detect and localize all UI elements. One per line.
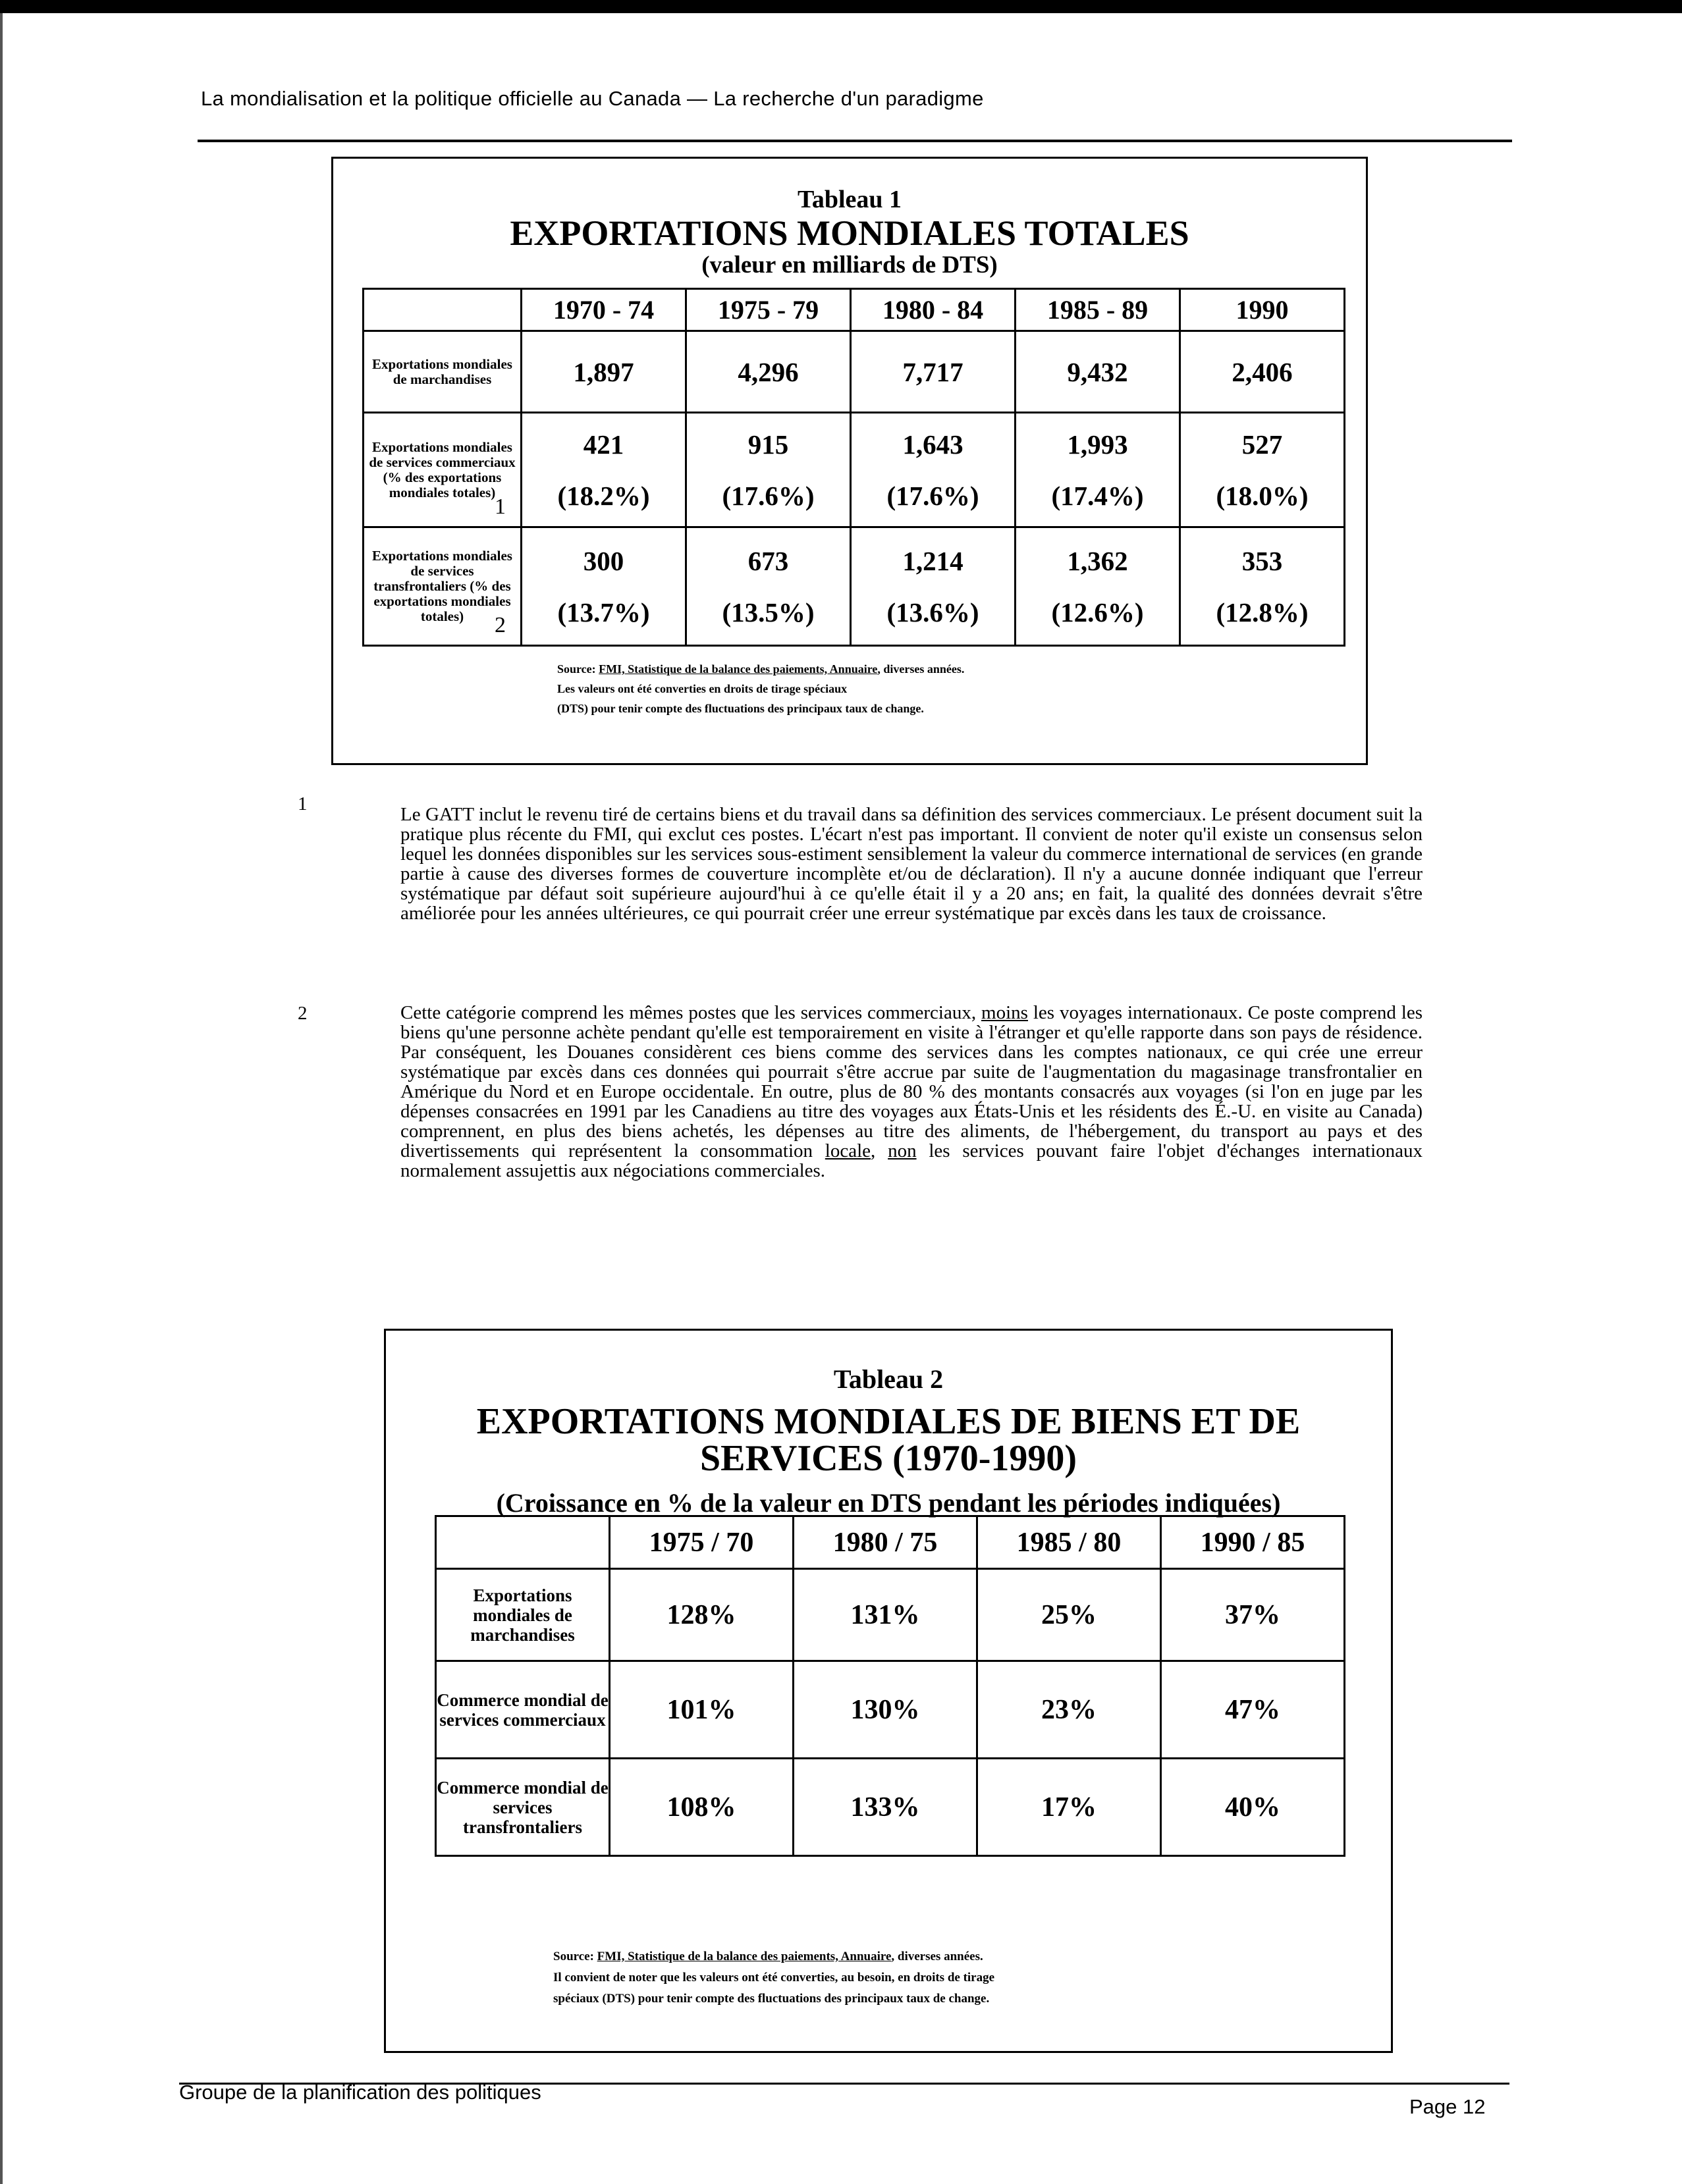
- footnote-text: Le GATT inclut le revenu tiré de certains biens et du travail dans sa définition des services commerciaux. Le présent document suit la pratique plus récente du FMI, qui exclut ces postes. L'écart n'est pas important. Il convient de noter qu'il existe un consensus selon lequel les données disponibles sur les services sous-estiment sensiblement la valeur du commerce international de services (en grande partie à cause des diverses formes de couverture incomplète et/ou de déclaration). Il n'y a aucune donnée indiquant que l'erreur systématique par défaut soit supérieure aujourd'hui à ce qu'elle était il y a 20 ans; en fait, la qualité des données devrait s'être améliorée pour les années ultérieures, ce qui pourrait créer une erreur systématique par excès dans les taux de croissance.: [400, 804, 1423, 924]
- table-cell: 1,643 (17.6%): [851, 413, 1016, 527]
- table-cell: 9,432: [1016, 331, 1180, 413]
- table-cell: 47%: [1161, 1661, 1345, 1759]
- footnote-number: 2: [298, 1003, 308, 1024]
- table1-col-header: 1985 - 89: [1016, 289, 1180, 331]
- table-cell: 527 (18.0%): [1180, 413, 1345, 527]
- table-cell: 128%: [610, 1569, 794, 1661]
- table2-corner-cell: [436, 1516, 610, 1569]
- table1-box: [331, 157, 1368, 765]
- table-cell: 17%: [977, 1759, 1161, 1856]
- table2-box: [384, 1329, 1393, 2053]
- underlined-word: non: [888, 1140, 917, 1161]
- pct-value: (13.5%): [722, 597, 815, 627]
- pct-value: (12.6%): [1051, 597, 1144, 627]
- table1-subtitle: (valeur en milliards de DTS): [701, 252, 998, 279]
- table-cell: 131%: [794, 1569, 977, 1661]
- table2-col-header: 1980 / 75: [794, 1516, 977, 1569]
- row-label: Commerce mondial de services transfrontaliers: [436, 1759, 610, 1856]
- table-cell: 25%: [977, 1569, 1161, 1661]
- row-label: Exportations mondiales de services transfrontaliers (% des exportations mondiales totales) 2: [364, 527, 522, 646]
- table2-col-header: 1975 / 70: [610, 1516, 794, 1569]
- table-cell: 1,897: [522, 331, 686, 413]
- table1-col-header: 1980 - 84: [851, 289, 1016, 331]
- table1-col-header: 1990: [1180, 289, 1345, 331]
- table-cell: 353 (12.8%): [1180, 527, 1345, 646]
- footnote-number: 1: [298, 793, 308, 814]
- page-number: Page 12: [1409, 2095, 1486, 2118]
- table2-title: EXPORTATIONS MONDIALES DE BIENS ET DE SERVICES (1970-1990): [476, 1401, 1301, 1479]
- row-label: Exportations mondiales de marchandises: [364, 331, 522, 413]
- table-cell: 1,362 (12.6%): [1016, 527, 1180, 646]
- scan-left-edge: [0, 13, 3, 2184]
- table2-subtitle: (Croissance en % de la valeur en DTS pendant les périodes indiquées): [496, 1488, 1281, 1518]
- footnote-ref: 2: [495, 613, 506, 637]
- table1-corner-cell: [364, 289, 522, 331]
- table-row: [364, 331, 1345, 413]
- table1-label: Tableau 1: [797, 186, 902, 213]
- table1-grid: [362, 288, 1345, 647]
- table1-source: Source: FMI, Statistique de la balance des paiements, Annuaire, diverses années. Les valeurs ont été converties en droits de tirage spéciaux (DTS) pour tenir compte des fluctuations des principaux taux de change.: [557, 662, 965, 715]
- table2-col-header: 1990 / 85: [1161, 1516, 1345, 1569]
- table-row: [436, 1569, 1345, 1661]
- table-row: [364, 527, 1345, 646]
- table2-col-header: 1985 / 80: [977, 1516, 1161, 1569]
- table-cell: 23%: [977, 1661, 1161, 1759]
- header-rule: [198, 140, 1512, 142]
- table-cell: 108%: [610, 1759, 794, 1856]
- table-row: [364, 413, 1345, 527]
- pct-value: (13.7%): [557, 597, 650, 627]
- table-row: [436, 1759, 1345, 1856]
- underlined-word: moins: [981, 1002, 1028, 1023]
- row-label: Commerce mondial de services commerciaux: [436, 1661, 610, 1759]
- table2-header-row: [436, 1516, 1345, 1569]
- source-reference: FMI, Statistique de la balance des paiements, Annuaire: [599, 662, 878, 676]
- table-cell: 300 (13.7%): [522, 527, 686, 646]
- pct-value: (18.2%): [557, 480, 650, 511]
- pct-value: (13.6%): [886, 597, 979, 627]
- table2-grid: [435, 1515, 1345, 1857]
- footnote-ref: 1: [495, 494, 506, 519]
- table1-header-row: [364, 289, 1345, 331]
- pct-value: (17.6%): [886, 480, 979, 511]
- pct-value: (17.4%): [1051, 480, 1144, 511]
- table1-col-header: 1975 - 79: [686, 289, 851, 331]
- pct-value: (17.6%): [722, 480, 815, 511]
- table-cell: 37%: [1161, 1569, 1345, 1661]
- table-cell: 915 (17.6%): [686, 413, 851, 527]
- source-reference: FMI, Statistique de la balance des paiements, Annuaire: [597, 1950, 892, 1963]
- table2-source: Source: FMI, Statistique de la balance des paiements, Annuaire, diverses années. Il convient de noter que les valeurs ont été converties, au besoin, en droits de tirage spéciaux (DTS) pour tenir compte des fluctuations des principaux taux de change.: [553, 1950, 995, 2006]
- row-label: Exportations mondiales de services commerciaux (% des exportations mondiales totales) 1: [364, 413, 522, 527]
- footnote-text: Cette catégorie comprend les mêmes postes que les services commerciaux, moins les voyages internationaux. Ce poste comprend les biens qu'une personne achète pendant qu'elle est temporairement en visite à l'étranger et qu'elle rapporte dans son pays de résidence. Par conséquent, les Douanes considèrent ces biens comme des services dans les comptes nationaux, ce qui crée une erreur systématique par excès dans ces données qui pourrait s'être accrue par suite de l'augmentation du magasinage transfrontalier en Amérique du Nord et en Europe occidentale. En outre, plus de 80 % des montants consacrés aux voyages (si l'on en juge par les dépenses consacrées en 1991 par les Canadiens au titre des voyages aux États-Unis et les résidents des É.-U. en visite au Canada) comprennent, en plus des biens achetés, les dépenses au titre des aliments, de l'hébergement, du transport au pays et des divertissements qui représentent la consommation locale, non les services pouvant faire l'objet d'échanges internationaux normalement assujettis aux négociations commerciales.: [400, 1002, 1423, 1181]
- table-cell: 4,296: [686, 331, 851, 413]
- table-cell: 1,993 (17.4%): [1016, 413, 1180, 527]
- table-cell: 7,717: [851, 331, 1016, 413]
- table1-col-header: 1970 - 74: [522, 289, 686, 331]
- table-cell: 130%: [794, 1661, 977, 1759]
- row-label: Exportations mondiales de marchandises: [436, 1569, 610, 1661]
- table-cell: 40%: [1161, 1759, 1345, 1856]
- underlined-word: locale: [825, 1140, 871, 1161]
- table-cell: 421 (18.2%): [522, 413, 686, 527]
- scan-top-border: [0, 0, 1682, 13]
- table-cell: 673 (13.5%): [686, 527, 851, 646]
- table1-title: EXPORTATIONS MONDIALES TOTALES: [510, 213, 1189, 253]
- footer-organization: Groupe de la planification des politiques: [179, 2081, 541, 2104]
- page-header: La mondialisation et la politique officielle au Canada — La recherche d'un paradigme: [201, 87, 984, 110]
- table-row: [436, 1661, 1345, 1759]
- table-cell: 2,406: [1180, 331, 1345, 413]
- pct-value: (12.8%): [1216, 597, 1309, 627]
- table2-label: Tableau 2: [833, 1364, 944, 1394]
- table-cell: 133%: [794, 1759, 977, 1856]
- table-cell: 101%: [610, 1661, 794, 1759]
- pct-value: (18.0%): [1216, 480, 1309, 511]
- table-cell: 1,214 (13.6%): [851, 527, 1016, 646]
